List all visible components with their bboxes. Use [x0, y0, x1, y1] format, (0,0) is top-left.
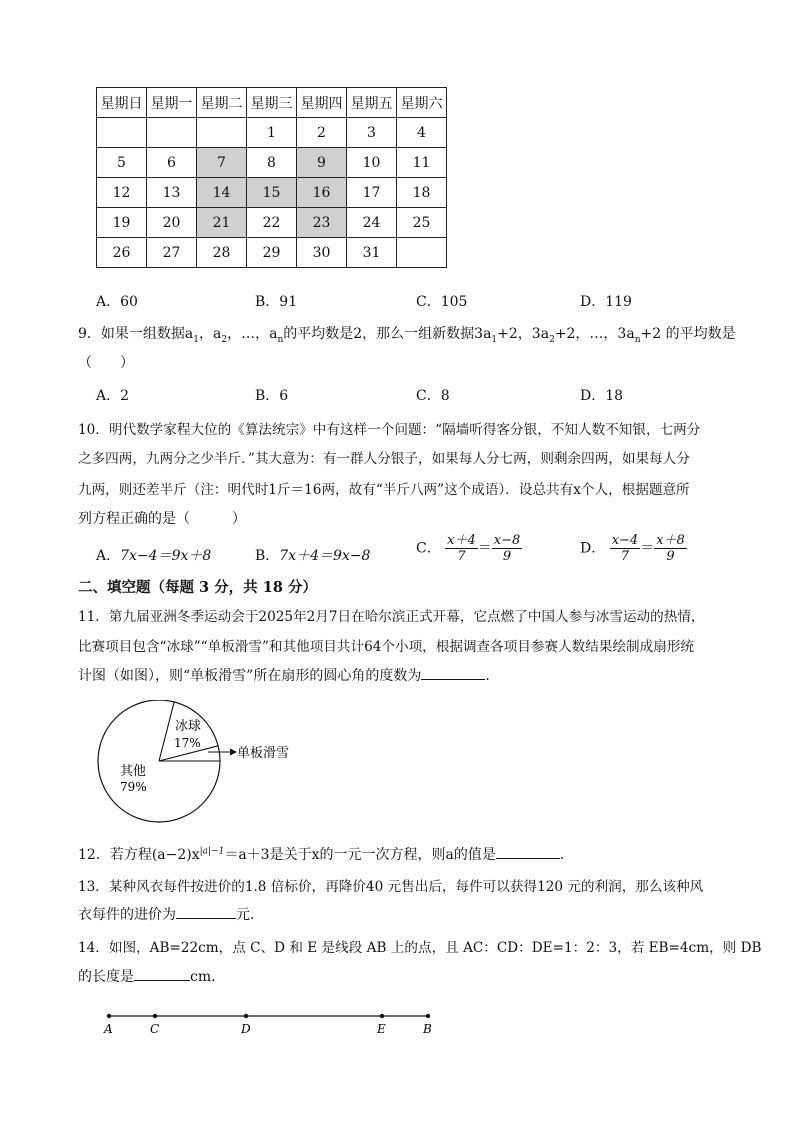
calendar-cell: 2	[297, 118, 347, 148]
calendar-cell	[397, 238, 447, 268]
q13-text: 衣每件的进价为	[78, 907, 176, 923]
q9-sub: 1	[193, 334, 199, 345]
q9-text: +2 的平均数是	[640, 326, 736, 342]
q12-text: 12．若方程(a−2)x	[78, 847, 200, 863]
label-c: C	[150, 1022, 160, 1036]
denominator: 9	[666, 549, 675, 564]
q8-option-b: B．91	[255, 294, 298, 310]
q9-text: +2，3a	[497, 326, 550, 342]
numerator: x＋4	[447, 533, 476, 548]
calendar-cell: 6	[147, 148, 197, 178]
calendar-cell: 28	[197, 238, 247, 268]
calendar-header: 星期三	[247, 88, 297, 118]
denominator: 7	[457, 549, 466, 564]
q14-text: 的长度是	[78, 969, 134, 985]
calendar-header-row	[97, 88, 447, 118]
q9-text: ，a	[199, 326, 222, 342]
q9-text: 的平均数是2，那么一组新数据3a	[283, 326, 492, 342]
q10-option-b	[255, 545, 370, 565]
option-label: A．	[96, 548, 121, 564]
calendar-cell-highlighted: 23	[297, 208, 347, 238]
calendar-cell-highlighted: 15	[247, 178, 297, 208]
q13-text: 元．	[236, 907, 264, 923]
option-equation: 7x＋4＝9x−8	[279, 548, 371, 564]
calendar-cell-highlighted: 7	[197, 148, 247, 178]
q9-sub: 2	[549, 334, 555, 345]
q8-option-d: D．119	[580, 294, 632, 310]
denominator: 7	[620, 549, 630, 564]
calendar-cell: 4	[397, 118, 447, 148]
q9-sub: n	[634, 334, 641, 345]
equals-sign: ＝	[640, 540, 655, 557]
q10-line-4: 列方程正确的是（ ）	[78, 511, 246, 527]
q13-line-2	[78, 904, 264, 924]
point-b	[426, 1014, 430, 1018]
segment-diagram	[100, 1008, 440, 1038]
q14-text: cm．	[190, 969, 226, 985]
calendar-header: 星期六	[397, 88, 447, 118]
label-b: B	[423, 1022, 432, 1036]
q8-option-c: C．105	[416, 294, 468, 310]
q10-option-c	[416, 533, 522, 564]
calendar-cell: 27	[147, 238, 197, 268]
section-title: 二、填空题（每题 3 分，共 18 分）	[78, 579, 317, 596]
calendar-cell: 30	[297, 238, 347, 268]
q12-text: ．	[559, 847, 574, 863]
q11-line-3	[78, 665, 499, 685]
calendar-header: 星期二	[197, 88, 247, 118]
calendar-header: 星期一	[147, 88, 197, 118]
q14-line-2	[78, 966, 225, 986]
calendar-cell: 19	[97, 208, 147, 238]
point-d	[244, 1014, 248, 1018]
numerator: x−8	[493, 533, 521, 548]
q11-line-1: 11．第九届亚洲冬季运动会于2025年2月7日在哈尔滨正式开幕，它点燃了中国人参与冰雪运动的热情，	[78, 609, 705, 625]
q9-answer-paren: （ ）	[78, 355, 134, 371]
q9-option-a: A．2	[96, 388, 130, 404]
calendar-header: 星期四	[297, 88, 347, 118]
point-a	[107, 1014, 111, 1018]
q9-stem	[78, 323, 736, 345]
calendar-cell	[97, 118, 147, 148]
calendar-row	[97, 148, 447, 178]
point-e	[380, 1014, 384, 1018]
calendar-cell: 20	[147, 208, 197, 238]
answer-blank[interactable]	[421, 679, 485, 680]
q12-stem	[78, 844, 574, 864]
denominator: 9	[502, 549, 512, 564]
calendar-cell: 26	[97, 238, 147, 268]
calendar-cell: 24	[347, 208, 397, 238]
calendar-cell-highlighted: 9	[297, 148, 347, 178]
numerator: x＋8	[656, 533, 685, 548]
q9-option-c: C．8	[416, 388, 450, 404]
q12-text: ＝a＋3是关于x的一元一次方程，则a的值是	[224, 847, 496, 863]
fraction	[445, 533, 478, 564]
q9-text: ，…，a	[227, 326, 278, 342]
calendar-cell: 22	[247, 208, 297, 238]
fraction	[492, 533, 523, 564]
q9-option-b: B．6	[255, 388, 289, 404]
q9-sub: 2	[221, 334, 228, 345]
calendar-cell: 10	[347, 148, 397, 178]
label-e: E	[377, 1022, 386, 1036]
point-c	[153, 1014, 157, 1018]
calendar-cell: 13	[147, 178, 197, 208]
pie-chart	[90, 700, 320, 825]
calendar-header: 星期日	[97, 88, 147, 118]
calendar-row	[97, 238, 447, 268]
q10-line-1: 10．明代数学家程大位的《算法统宗》中有这样一个问题：“隔墙听得客分银，不知人数不知银，七两分	[78, 422, 701, 438]
option-label: D．	[580, 540, 606, 557]
label-d: D	[241, 1022, 251, 1036]
arrow-head-icon	[230, 749, 237, 756]
calendar-cell: 18	[397, 178, 447, 208]
option-label: B．	[255, 548, 280, 564]
calendar-cell: 8	[247, 148, 297, 178]
equals-sign: ＝	[477, 540, 492, 557]
q10-option-a	[96, 545, 211, 565]
calendar-cell: 31	[347, 238, 397, 268]
q9-option-d: D．18	[580, 388, 624, 404]
calendar-cell-highlighted: 21	[197, 208, 247, 238]
calendar-cell-highlighted: 16	[297, 178, 347, 208]
pie-radius-line	[159, 702, 174, 761]
q11-line-2: 比赛项目包含“冰球”“单板滑雪”和其他项目共计64个小项，根据调查各项目参赛人数结果绘制成扇形统	[78, 639, 695, 655]
q9-text: +2，…，3a	[554, 326, 635, 342]
option-equation: 7x−4＝9x＋8	[120, 548, 212, 564]
slice-percent-other: 79%	[120, 780, 147, 794]
calendar-row	[97, 118, 447, 148]
q9-sub: 1	[491, 334, 498, 345]
answer-blank[interactable]	[134, 980, 190, 981]
q13-line-1: 13．某种风衣每件按进价的1.8 倍标价，再降价40 元售出后，每件可以获得120 元的利润，那么该种风	[78, 879, 704, 895]
calendar-cell: 25	[397, 208, 447, 238]
q10-line-2: 之多四两，九两分之少半斤．”其大意为：有一群人分银子，如果每人分七两，则剩余四两，如果每人分	[78, 451, 690, 467]
calendar-cell: 3	[347, 118, 397, 148]
calendar-cell	[197, 118, 247, 148]
q14-line-1: 14．如图，AB=22cm，点 C、D 和 E 是线段 AB 上的点，且 AC：CD：DE=1：2：3，若 EB=4cm，则 DB	[78, 940, 762, 956]
option-label: C．	[416, 540, 441, 557]
label-a: A	[104, 1022, 113, 1036]
slice-label-icehockey: 冰球	[175, 719, 202, 734]
answer-blank[interactable]	[176, 918, 236, 919]
calendar-cell: 17	[347, 178, 397, 208]
q11-text: 计图（如图），则“单板滑雪”所在扇形的圆心角的度数为	[78, 668, 422, 684]
slice-label-snowboard: 单板滑雪	[237, 746, 290, 761]
calendar-cell	[147, 118, 197, 148]
calendar-cell-highlighted: 14	[197, 178, 247, 208]
calendar-header: 星期五	[347, 88, 397, 118]
slice-percent-icehockey: 17%	[174, 736, 201, 750]
calendar-cell: 11	[397, 148, 447, 178]
q11-text: ．	[485, 668, 500, 684]
q9-text: 9．如果一组数据a	[78, 326, 194, 342]
fraction	[654, 533, 687, 564]
calendar-cell: 5	[97, 148, 147, 178]
calendar-cell: 12	[97, 178, 147, 208]
q10-line-3: 九两，则还差半斤（注：明代时1斤＝16两，故有“半斤八两”这个成语）．设总共有x个人，根据题意所	[78, 482, 690, 498]
calendar-row	[97, 208, 447, 238]
fraction	[610, 533, 641, 564]
calendar-row	[97, 178, 447, 208]
calendar-cell: 1	[247, 118, 297, 148]
q8-option-a: A．60	[96, 294, 138, 310]
q10-option-d	[580, 533, 687, 564]
numerator: x−4	[611, 533, 639, 548]
q12-exponent: |a|−1	[199, 846, 225, 857]
q9-sub: n	[277, 334, 284, 345]
calendar-table	[96, 87, 447, 268]
calendar-cell: 29	[247, 238, 297, 268]
slice-label-other: 其他	[120, 764, 147, 779]
answer-blank[interactable]	[496, 858, 560, 859]
